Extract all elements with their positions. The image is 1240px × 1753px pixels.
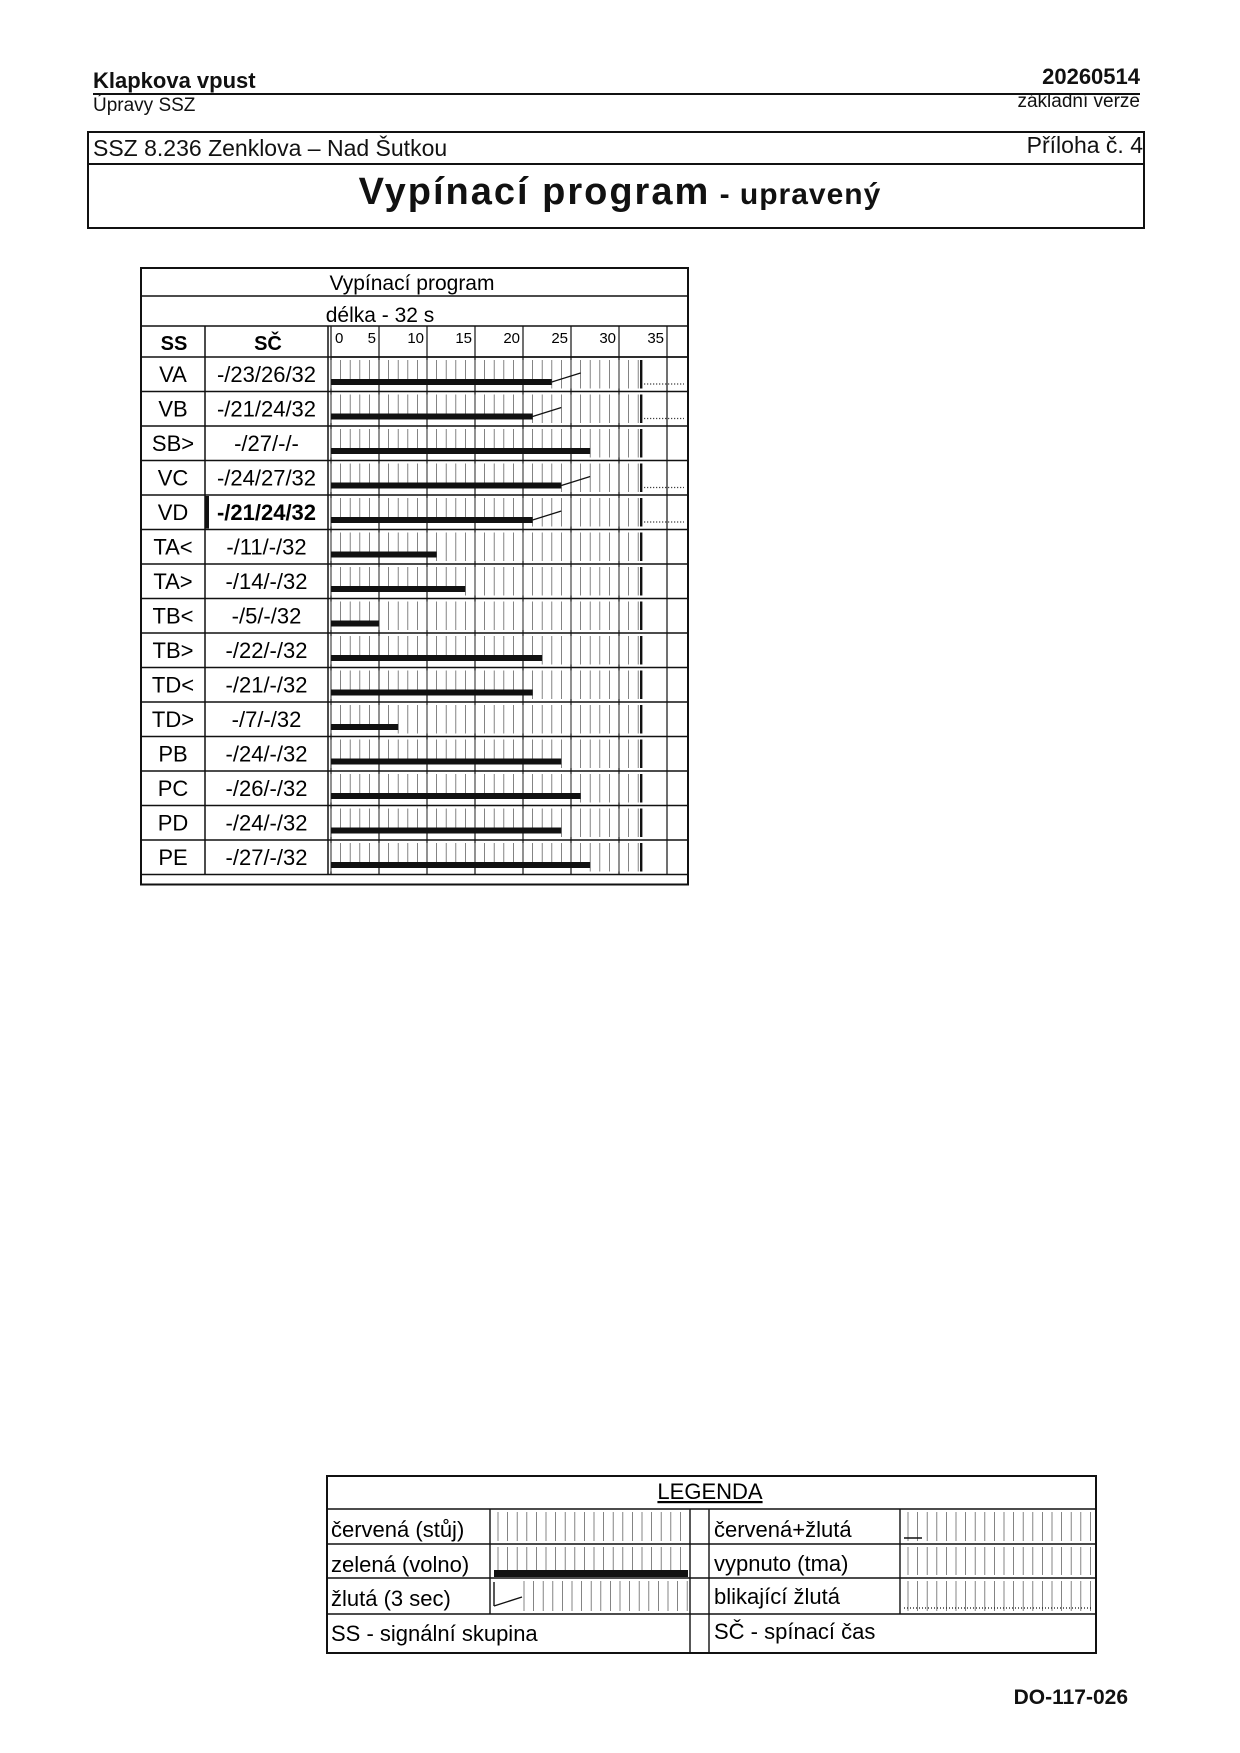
legend-green-label: zelená (volno): [331, 1552, 470, 1577]
tick-label: 20: [503, 330, 520, 347]
row-ss-label: TB<: [152, 603, 194, 629]
legend-red-label: červená (stůj): [331, 1517, 465, 1542]
row-sc-label: -/26/-/32: [225, 776, 308, 801]
tick-label: 0: [335, 330, 344, 347]
row-ss-label: PC: [157, 776, 189, 801]
column-header-sc: SČ: [254, 333, 282, 355]
tick-label: 15: [455, 330, 472, 347]
swatch-green-bar: [494, 1570, 688, 1577]
tick-label: 30: [599, 330, 616, 347]
row-ss-label: TA<: [153, 534, 193, 560]
row-sc-label: -/23/26/32: [216, 362, 317, 387]
tick-label: 35: [647, 330, 664, 347]
attachment-number: Příloha č. 4: [1026, 132, 1143, 158]
document-version: základní verze: [1017, 91, 1140, 112]
row-sc-label: -/5/-/32: [231, 603, 302, 629]
intersection-name: SSZ 8.236 Zenklova – Nad Šutkou: [93, 135, 448, 161]
document-subtitle: Úpravy SSZ: [93, 95, 196, 116]
legend-title: LEGENDA: [657, 1479, 763, 1504]
row-sc-label: -/24/-/32: [225, 810, 308, 836]
document-code: DO-117-026: [1013, 1686, 1128, 1709]
row-ss-label: PB: [158, 741, 188, 767]
row-sc-label: -/14/-/32: [225, 569, 308, 594]
document-title: Klapkova vpust: [93, 68, 256, 93]
row-ss-label: TA>: [153, 569, 193, 594]
row-sc-label: -/21/-/32: [225, 672, 308, 698]
legend-yellow-label: žlutá (3 sec): [331, 1586, 451, 1611]
tick-label: 25: [551, 330, 568, 347]
row-sc-label: -/21/24/32: [216, 396, 317, 422]
legend-ss-label: SS - signální skupina: [331, 1621, 538, 1646]
row-ss-label: TB>: [152, 638, 194, 663]
row-ss-label: SB>: [151, 431, 195, 456]
main-title-text: Vypínací program: [358, 171, 711, 213]
program-title: Vypínací program: [329, 272, 495, 295]
row-sc-label: -/7/-/32: [231, 707, 302, 732]
legend-sc-label: SČ - spínací čas: [714, 1619, 876, 1644]
row-ss-label: VA: [159, 362, 187, 387]
row-sc-label: -/27/-/-: [234, 431, 299, 456]
row-ss-label: PE: [158, 845, 188, 870]
row-ss-label: TD>: [151, 707, 195, 732]
row-ss-label: VB: [158, 396, 188, 422]
row-ss-label: VC: [157, 465, 189, 491]
row-sc-label: -/11/-/32: [226, 534, 307, 560]
column-header-ss: SS: [160, 333, 188, 355]
row-sc-label: -/24/-/32: [225, 741, 308, 767]
legend-blink-label: blikající žlutá: [714, 1584, 840, 1609]
main-title-suffix: - upravený: [710, 178, 882, 211]
swatch-yellow-slope: [494, 1597, 522, 1606]
tick-label: 5: [367, 330, 376, 347]
document-date: 20260514: [1042, 64, 1140, 89]
row-sc-label: -/21/24/32: [216, 500, 317, 525]
row-sc-label: -/27/-/32: [225, 845, 308, 870]
row-ss-label: TD<: [151, 672, 195, 698]
tick-label: 10: [407, 330, 424, 347]
row-ss-label: VD: [157, 500, 189, 525]
row-ss-label: PD: [157, 810, 189, 836]
row-sc-label: -/24/27/32: [216, 465, 317, 491]
legend-off-label: vypnuto (tma): [714, 1551, 849, 1576]
program-length: délka - 32 s: [325, 304, 435, 327]
legend-red-yellow-label: červená+žlutá: [714, 1517, 852, 1542]
row-sc-label: -/22/-/32: [225, 638, 308, 663]
